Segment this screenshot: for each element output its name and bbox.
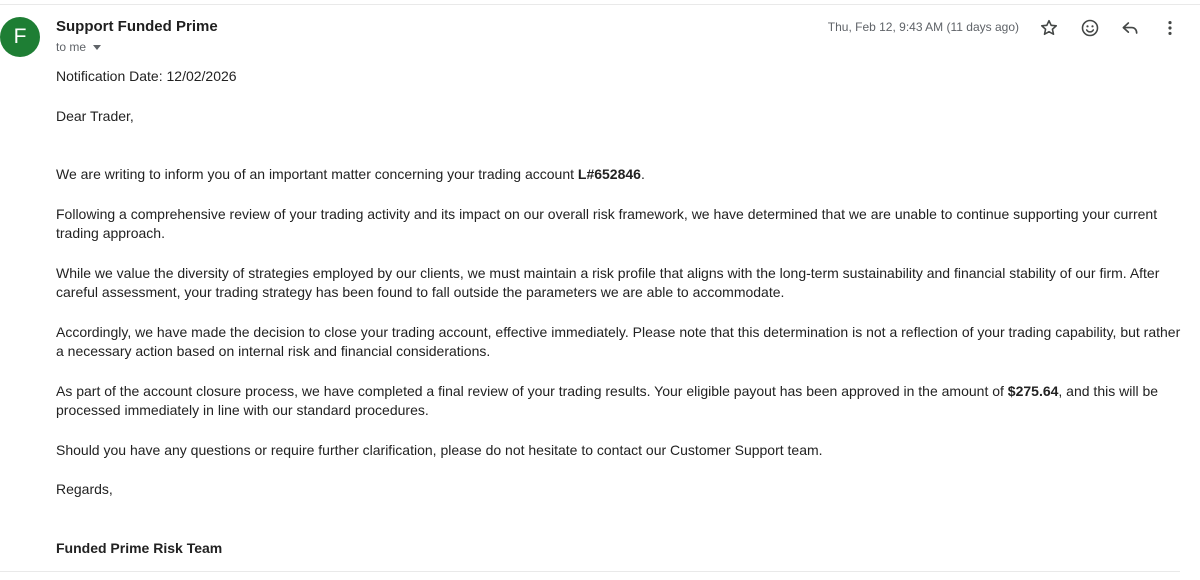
emoji-icon[interactable] — [1078, 16, 1102, 40]
more-vert-icon[interactable] — [1158, 16, 1182, 40]
body-paragraph — [56, 382, 1186, 421]
payout-amount: $275.64 — [1007, 382, 1059, 399]
header-divider — [0, 4, 1200, 5]
paragraph-text: . — [640, 166, 645, 182]
reply-icon[interactable] — [1118, 16, 1142, 40]
body-paragraph: Should you have any questions or require further clarification, please do not hesitate to contact our Customer Support team. — [56, 441, 823, 458]
body-paragraph — [56, 165, 1186, 185]
body-paragraph: Following a comprehensive review of your trading activity and its impact on our overall risk framework, we have determined that we are unable to continue supporting your current trading approach. — [56, 205, 1158, 241]
greeting: Dear Trader, — [56, 107, 134, 124]
signature: Funded Prime Risk Team — [56, 539, 223, 556]
message-body — [56, 67, 1186, 558]
body-paragraph: Accordingly, we have made the decision to close your trading account, effective immediately. Please note that this determination is not a reflection of your trading capability, but rather a necessary action based on internal risk and financial considerations. — [56, 323, 1181, 359]
closing: Regards, — [56, 481, 113, 497]
body-paragraph: While we value the diversity of strategies employed by our clients, we must maintain a risk profile that aligns with the long-term sustainability and financial stability of our firm. After careful assessment, your trading strategy has been found to fall outside the parameters we are able to accommodate. — [56, 264, 1160, 300]
star-icon[interactable] — [1037, 16, 1061, 40]
notification-date: Notification Date: 12/02/2026 — [56, 68, 237, 84]
recipient-label: to me — [56, 40, 87, 54]
sender-avatar[interactable]: F — [0, 17, 40, 57]
message-timestamp: Thu, Feb 12, 9:43 AM (11 days ago) — [827, 20, 1019, 34]
account-number: L#652846 — [577, 166, 641, 182]
recipient-details-toggle[interactable] — [56, 40, 101, 54]
paragraph-text: , and this will be processed immediately in line with our standard procedures. — [56, 382, 1159, 418]
footer-divider — [0, 571, 1180, 572]
chevron-down-icon[interactable] — [93, 45, 101, 50]
paragraph-text: We are writing to inform you of an important matter concerning your trading account — [56, 166, 578, 182]
paragraph-text: As part of the account closure process, we have completed a final review of your trading results. Your eligible payout has been approved in the amount of — [56, 382, 1008, 399]
sender-name[interactable]: Support Funded Prime — [56, 18, 218, 35]
